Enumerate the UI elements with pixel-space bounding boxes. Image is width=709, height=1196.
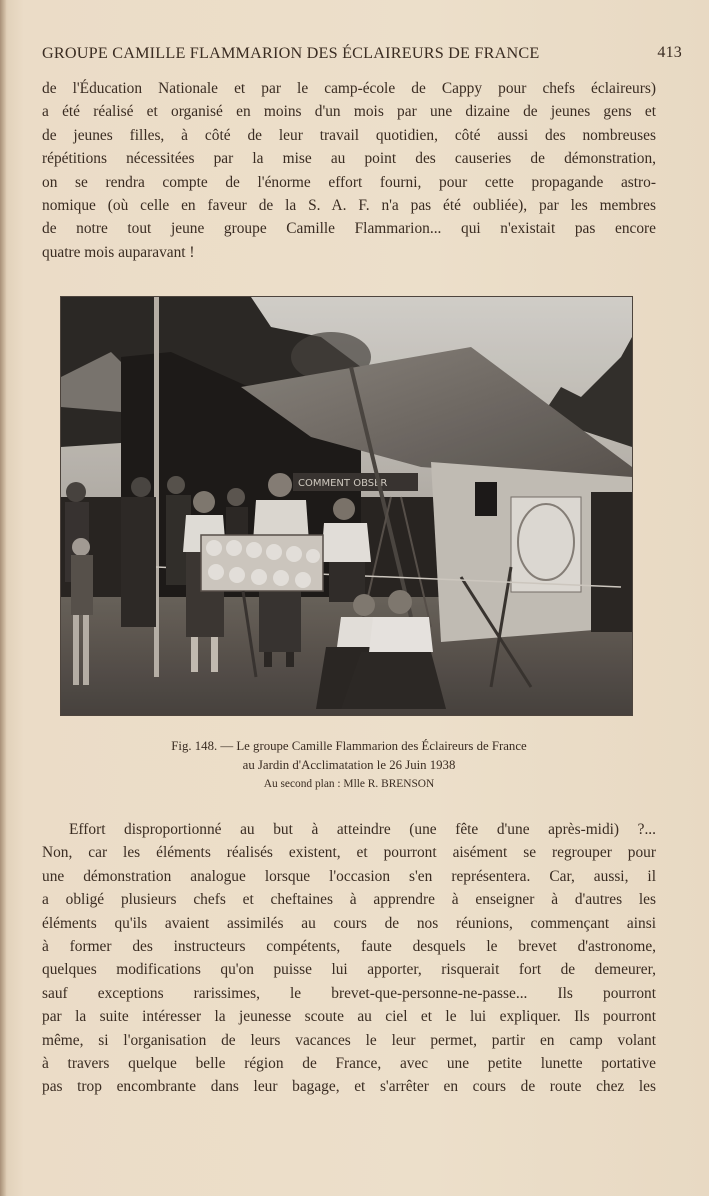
text-line: à travers quelque belle région de France, avec une petite lunette portative [42,1054,656,1072]
text-line: par la suite intéresser la jeunesse scoute au ciel et le lui expliquer. Ils pourront [42,1008,656,1026]
text-line: quatre mois auparavant ! [42,243,195,261]
text-line: quelques modifications qu'on puisse lui apporter, risquerait fort de demeurer, [42,961,656,979]
running-head-title: GROUPE CAMILLE FLAMMARION DES ÉCLAIREURS DE FRANCE [42,44,540,62]
running-head [42,44,682,63]
text-line: on se rendra compte de l'énorme effort fourni, pour cette propagande astro- [42,173,656,191]
caption-location: au Jardin d'Acclimatation le 26 Juin 1938 [242,758,456,772]
page-binding-edge [0,0,6,1196]
sign-text: COMMENT OBSER [298,478,388,489]
text-line: sauf exceptions rarissimes, le brevet-que-personne-ne-passe... Ils pourront [42,984,656,1002]
page-number: 413 [657,44,682,61]
text-line: Effort disproportionné au but à atteindre (une fête d'une après-midi) ?... [69,821,656,838]
text-line: de jeunes filles, à côté de leur travail quotidien, côté aussi des nombreuses [42,126,656,144]
text-line: nomique (où celle en faveur de la S. A. F. n'a pas été oubliée), par les membres [42,196,656,214]
text-line: répétitions nécessitées par la mise au point des causeries de démonstration, [42,150,656,168]
text-line: a été réalisé et organisé en moins d'un mois par une dizaine de jeunes gens et [42,103,656,121]
text-line: une démonstration analogue lorsque l'occasion s'en représentera. Car, aussi, il [42,867,656,885]
figure-caption [42,737,656,794]
text-line: à former des instructeurs compétents, faute desquels le brevet d'astronome, [42,937,656,955]
text-line: pas trop encombrante dans leur bagage, et s'arrêter en cours de route chez les [42,1078,656,1096]
bottom-paragraph [42,818,656,1099]
text-line: de notre tout jeune groupe Camille Flammarion... qui n'existait pas encore [42,220,656,238]
top-paragraph [42,77,656,264]
caption-credit: Au second plan : Mlle R. BRENSON [263,778,435,790]
text-line: même, si l'organisation de leurs vacances le leur permet, partir en camp volant [42,1031,656,1049]
text-line: éléments qu'ils avaient assimilés au cours de nos réunions, commençant ainsi [42,914,656,932]
photo-scene [61,297,632,715]
caption-title: Fig. 148. — Le groupe Camille Flammarion des Éclaireurs de France [171,739,527,753]
text-line: a obligé plusieurs chefs et cheftaines à apprendre à enseigner à d'autres les [42,891,656,909]
text-line: Non, car les éléments réalisés existent, et pourront aisément se regrouper pour [42,844,656,862]
figure-photograph [61,297,632,715]
text-line: de l'Éducation Nationale et par le camp-école de Cappy pour chefs éclaireurs) [42,80,656,97]
